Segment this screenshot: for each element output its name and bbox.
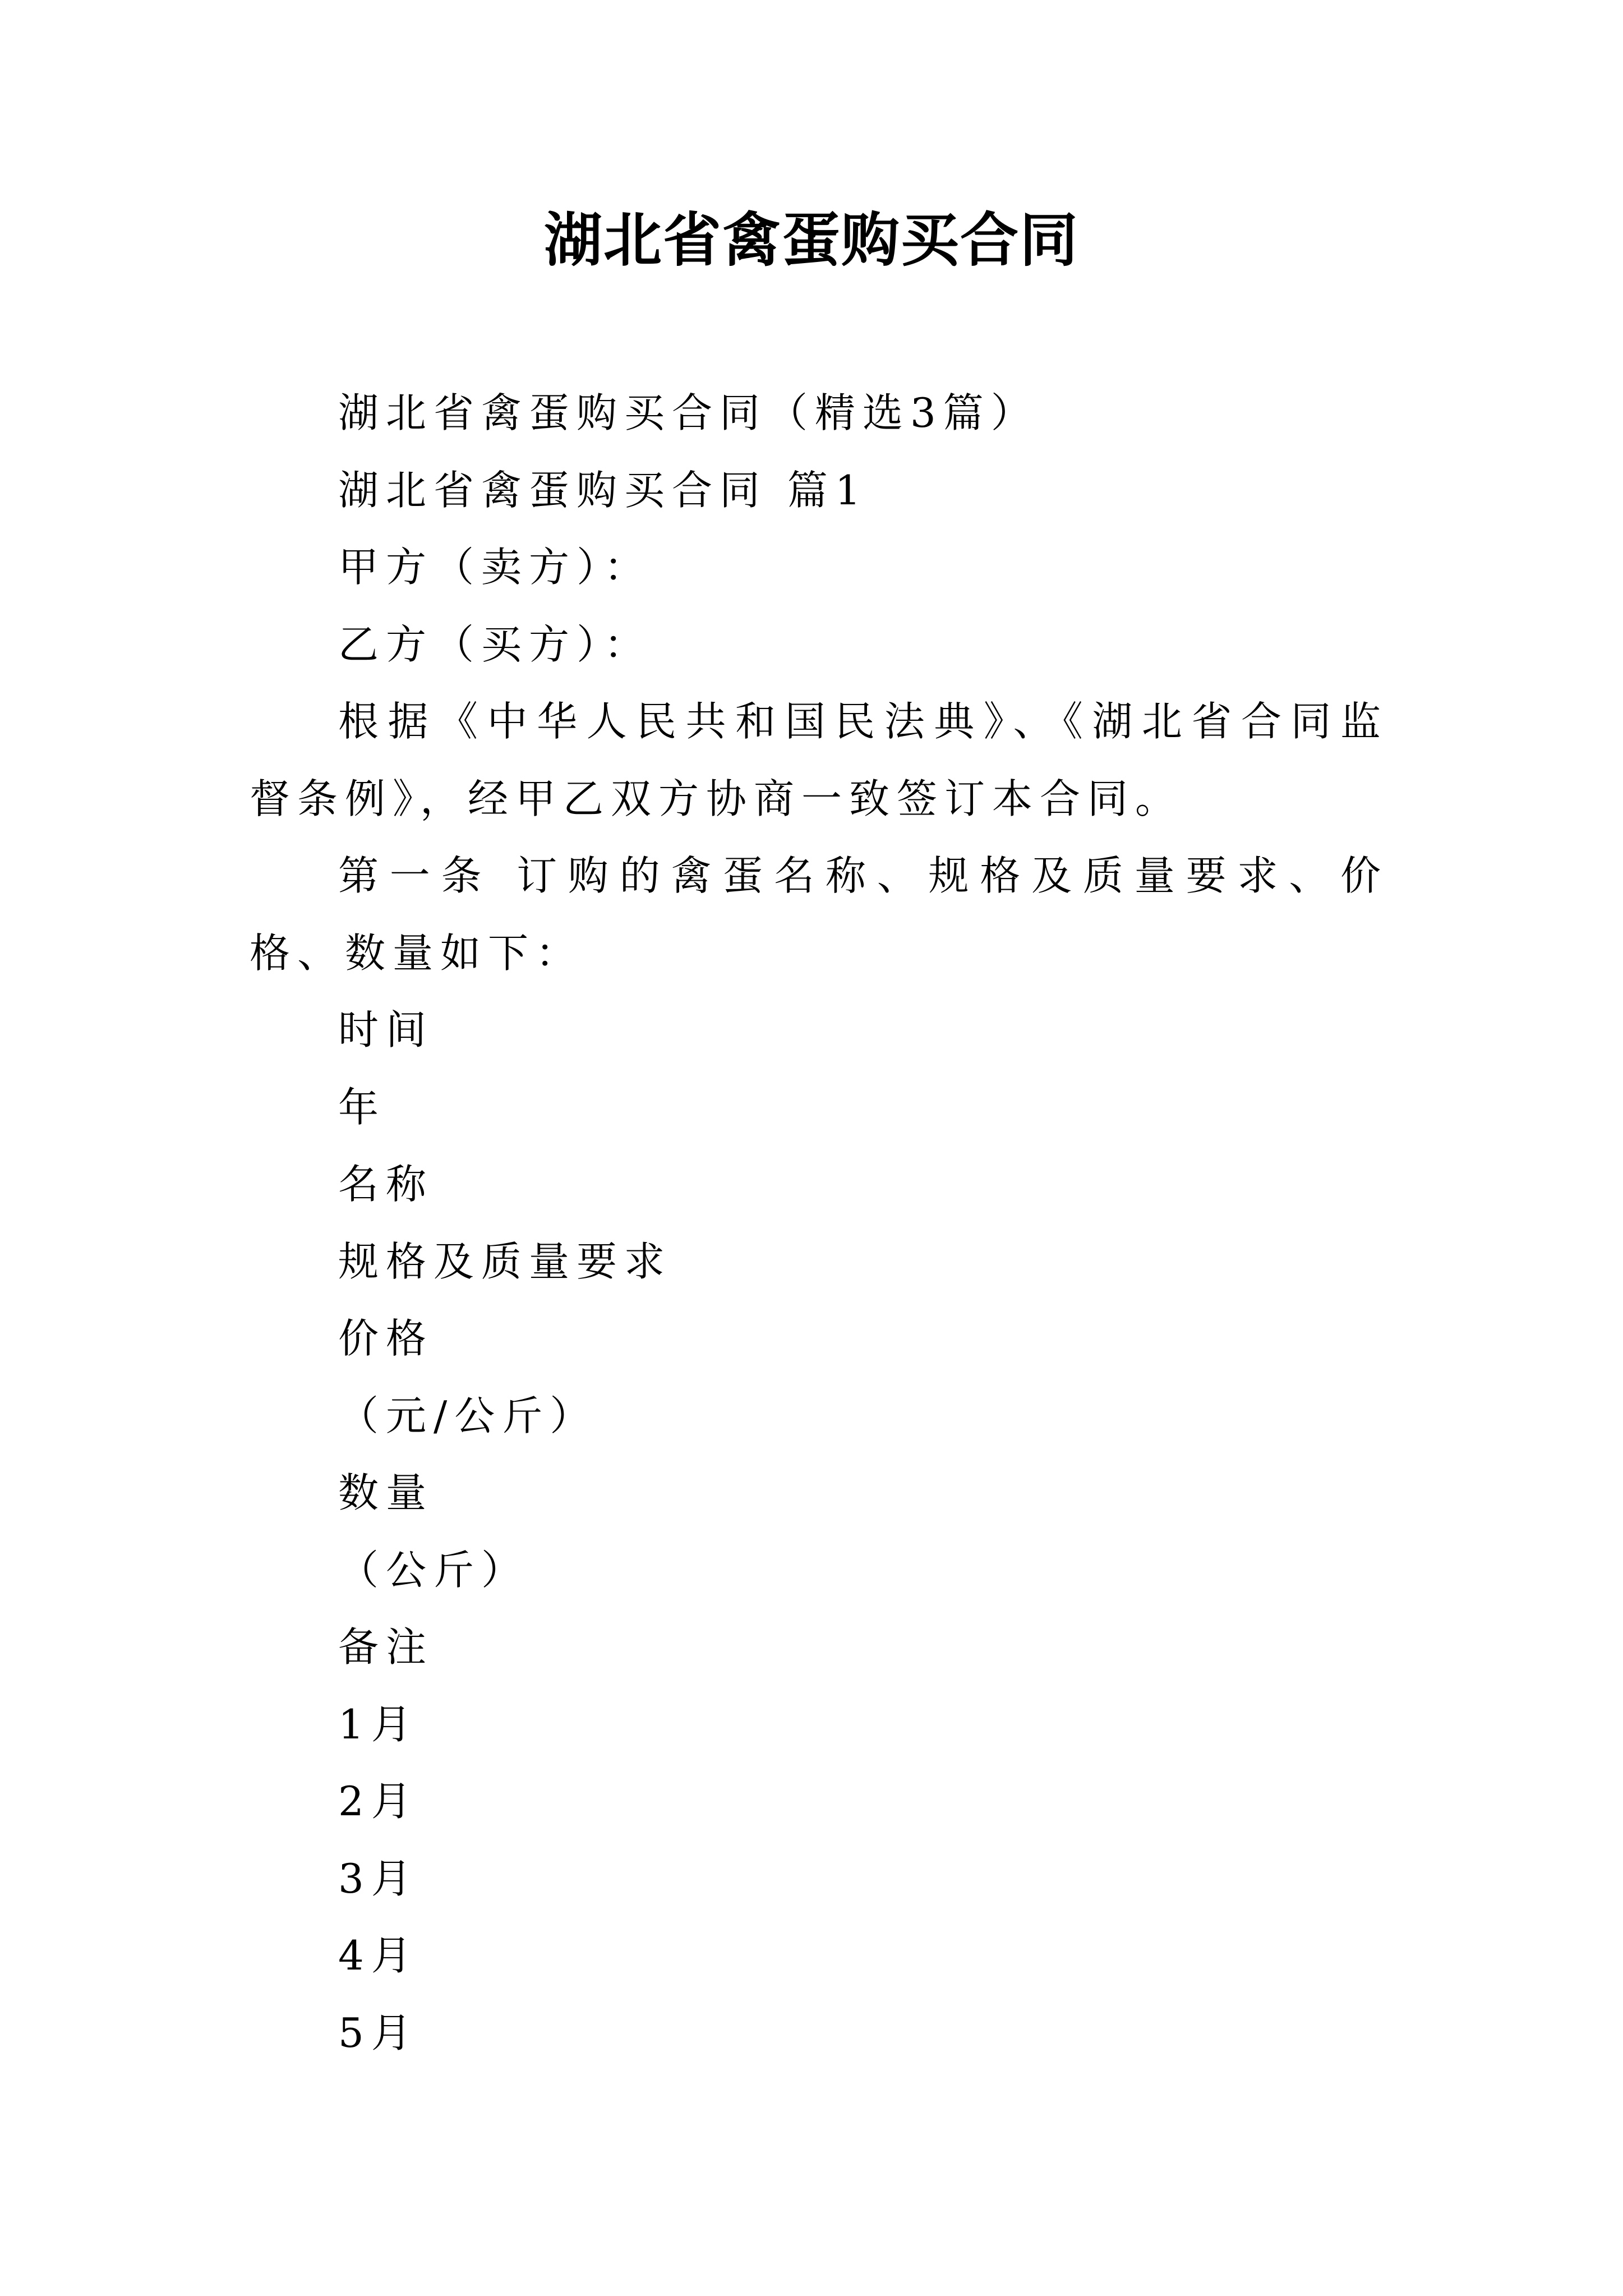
list-item: （元/公斤） — [338, 1392, 598, 1439]
paragraph-legal-basis: 根据《中华人民共和国民法典》、《湖北省合同监督条例》，经甲乙双方协商一致签订本合同。 — [250, 698, 1388, 822]
list-item: 时间 — [338, 1006, 434, 1053]
list-item: 1月 — [338, 1700, 419, 1748]
list-item: 价格 — [338, 1315, 434, 1362]
list-item: 5月 — [338, 2009, 419, 2056]
paragraph-party-b: 乙方（买方）： — [338, 620, 652, 668]
paragraph-party-a: 甲方（卖方）： — [338, 544, 652, 591]
paragraph-article-1: 第一条 订购的禽蛋名称、规格及质量要求、价格、数量如下： — [250, 852, 1388, 977]
document-title: 湖北省禽蛋购买合同 — [543, 206, 1079, 274]
list-item: 3月 — [338, 1855, 419, 1902]
document-body — [250, 375, 1388, 2072]
paragraph-subtitle: 湖北省禽蛋购买合同（精选3篇） — [338, 389, 1039, 436]
list-item: 数量 — [338, 1469, 434, 1516]
list-item: 规格及质量要求 — [338, 1237, 672, 1285]
list-item: （公斤） — [338, 1546, 529, 1594]
list-item: 2月 — [338, 1778, 419, 1825]
paragraph-section-heading: 湖北省禽蛋购买合同 篇1 — [338, 466, 868, 514]
list-item: 4月 — [338, 1932, 419, 1979]
list-item: 名称 — [338, 1161, 434, 1208]
list-item: 备注 — [338, 1623, 434, 1671]
list-item: 年 — [338, 1083, 386, 1131]
